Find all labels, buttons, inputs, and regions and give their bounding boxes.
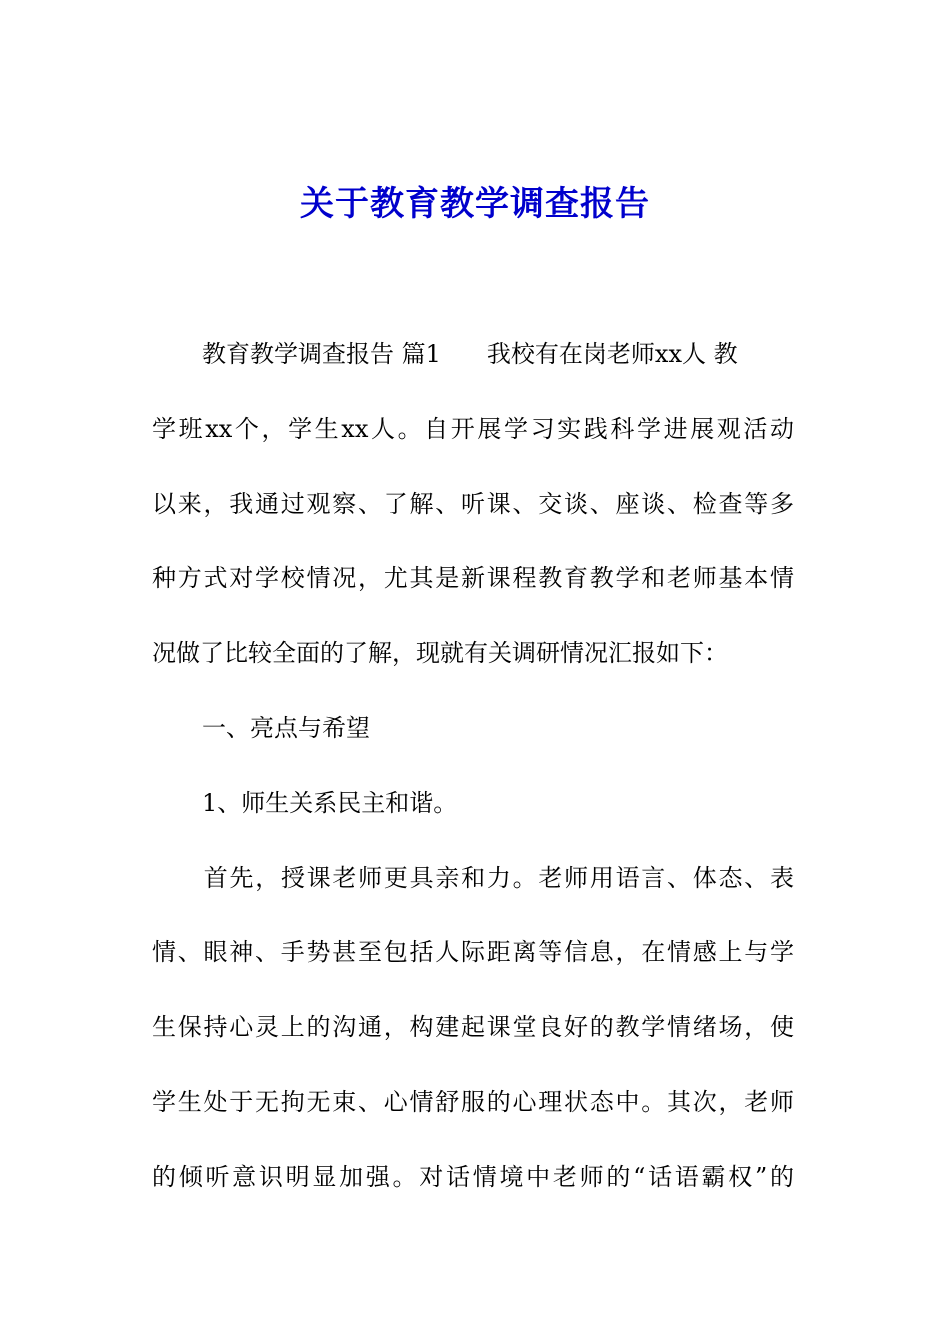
- paragraph-line: [152, 706, 794, 781]
- paragraph-line: 以来，我通过观察、了解、听课、交谈、座谈、检查等多: [152, 489, 794, 518]
- section-heading: 一、亮点与希望: [202, 713, 370, 742]
- paragraph-line: 况做了比较全面的了解，现就有关调研情况汇报如下：: [152, 639, 728, 668]
- subsection-heading: 1、师生关系民主和谐。: [202, 788, 458, 817]
- paragraph-text: 首先，授课老师更具亲和力。老师用语言、体态、表: [202, 863, 794, 892]
- section-heading-text: 教育教学调查报告 篇1: [202, 340, 441, 368]
- paragraph-line: 学生处于无拘无束、心情舒服的心理状态中。其次，老师: [152, 1087, 794, 1116]
- paragraph-line: 种方式对学校情况，尤其是新课程教育教学和老师基本情: [152, 564, 794, 593]
- document-body: [152, 332, 794, 1230]
- paragraph-line: [152, 856, 794, 931]
- paragraph-text: 我校有在岗老师xx人 教: [486, 340, 738, 368]
- paragraph-line: 的倾听意识明显加强。对话情境中老师的“话语霸权”的: [152, 1162, 794, 1191]
- paragraph-line: 学班xx个，学生xx人。自开展学习实践科学进展观活动: [152, 414, 794, 443]
- paragraph-line: 生保持心灵上的沟通，构建起课堂良好的教学情绪场，使: [152, 1013, 794, 1042]
- paragraph-line: 情、眼神、手势甚至包括人际距离等信息，在情感上与学: [152, 938, 794, 967]
- paragraph-line: [152, 332, 794, 407]
- paragraph-line: [152, 781, 794, 856]
- document-title: 关于教育教学调查报告: [300, 184, 650, 224]
